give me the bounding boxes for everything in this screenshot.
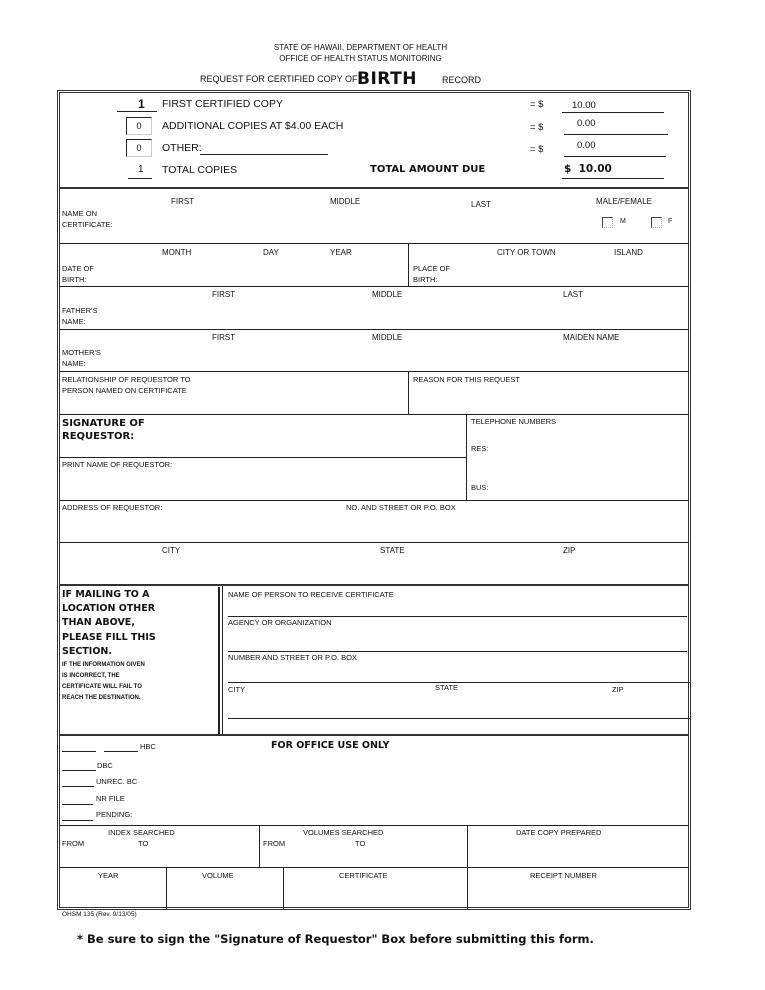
day-label: DAY	[263, 248, 279, 257]
male-label: M	[620, 218, 626, 225]
hbc-label: HBC	[140, 742, 156, 751]
relationship-label: RELATIONSHIP OF REQUESTOR TO	[62, 375, 191, 384]
first-copy-amount[interactable]: 10.00	[572, 100, 596, 111]
nr-file-label: NR FILE	[96, 794, 125, 803]
receiver-name-label: NAME OF PERSON TO RECEIVE CERTIFICATE	[228, 590, 394, 599]
mailing-note: IS INCORRECT, THE	[62, 673, 120, 679]
agency-label: AGENCY OR ORGANIZATION	[228, 618, 332, 627]
city-or-town-label: CITY OR TOWN	[497, 248, 556, 257]
year-label: YEAR	[330, 248, 352, 257]
signature-label-2: REQUESTOR:	[62, 431, 135, 442]
other-label: OTHER:	[162, 142, 202, 154]
mailing-street-label: NUMBER AND STREET OR P.O. BOX	[228, 653, 357, 662]
mailing-heading: IF MAILING TO A	[62, 589, 150, 600]
mailing-zip-label: ZIP	[612, 685, 624, 694]
pending-field[interactable]	[62, 820, 93, 821]
index-searched-label: INDEX SEARCHED	[108, 828, 175, 837]
volumes-from-label: FROM	[263, 839, 286, 848]
receiver-name-field[interactable]	[228, 616, 687, 617]
male-checkbox[interactable]	[602, 217, 613, 228]
island-label: ISLAND	[614, 248, 643, 257]
place-of-birth-label: PLACE OF	[413, 264, 451, 273]
additional-copies-label: ADDITIONAL COPIES AT $4.00 EACH	[162, 120, 344, 132]
first-copy-label: FIRST CERTIFIED COPY	[162, 98, 283, 110]
mailing-street-field[interactable]	[228, 682, 690, 683]
total-amount-value: $ 10.00	[564, 163, 612, 175]
pending-label: PENDING:	[96, 810, 133, 819]
last-name-label: LAST	[471, 200, 492, 209]
agency-field[interactable]	[228, 651, 687, 652]
office-name: OFFICE OF HEALTH STATUS MONITORING	[279, 54, 442, 63]
other-description-field[interactable]	[200, 154, 328, 155]
additional-copies-amount[interactable]: 0.00	[577, 118, 596, 129]
index-to-label: TO	[138, 839, 149, 848]
other-qty[interactable]: 0	[126, 139, 152, 157]
mailing-note: REACH THE DESTINATION.	[62, 695, 141, 701]
agency-name: STATE OF HAWAII, DEPARTMENT OF HEALTH	[273, 43, 448, 52]
mailing-city-state-zip-field[interactable]	[228, 718, 690, 719]
index-from-label: FROM	[62, 839, 85, 848]
zip-label: ZIP	[563, 546, 576, 555]
father-name-label: FATHER'S	[62, 306, 98, 315]
record-type: BIRTH	[357, 69, 417, 89]
nr-file-field[interactable]	[62, 804, 93, 805]
additional-copies-qty[interactable]: 0	[126, 117, 152, 135]
year-label: YEAR	[98, 871, 119, 880]
first-copy-qty[interactable]: 1	[138, 97, 145, 111]
signature-notice: * Be sure to sign the "Signature of Requestor" Box before submitting this form.	[77, 932, 594, 946]
city-label: CITY	[162, 546, 181, 555]
mother-name-label-2: NAME:	[62, 359, 86, 368]
mother-first-label: FIRST	[212, 333, 236, 342]
request-suffix: RECORD	[442, 75, 482, 85]
father-name-label-2: NAME:	[62, 317, 86, 326]
middle-name-label: MIDDLE	[330, 197, 361, 206]
mailing-note: IF THE INFORMATION GIVEN	[62, 662, 145, 668]
volumes-searched-label: VOLUMES SEARCHED	[303, 828, 384, 837]
first-name-label: FIRST	[171, 197, 195, 206]
telephone-label: TELEPHONE NUMBERS	[471, 417, 557, 426]
volume-label: VOLUME	[202, 871, 234, 880]
female-label: F	[668, 218, 673, 225]
signature-label: SIGNATURE OF	[62, 418, 145, 429]
total-copies-qty: 1	[138, 164, 144, 175]
hbc-field-1[interactable]	[62, 751, 96, 752]
unrec-bc-field[interactable]	[62, 786, 94, 787]
total-amount-label: TOTAL AMOUNT DUE	[370, 164, 486, 175]
father-middle-label: MIDDLE	[372, 290, 403, 299]
mailing-note: CERTIFICATE WILL FAIL TO	[62, 684, 142, 690]
dbc-field[interactable]	[62, 770, 96, 771]
print-name-label: PRINT NAME OF REQUESTOR:	[62, 460, 173, 469]
mailing-heading: PLEASE FILL THIS	[62, 632, 156, 643]
month-label: MONTH	[162, 248, 192, 257]
request-prefix: REQUEST FOR CERTIFIED COPY OF	[200, 74, 358, 84]
street-label: NO. AND STREET OR P.O. BOX	[346, 503, 456, 512]
mother-maiden-label: MAIDEN NAME	[563, 333, 620, 342]
unrec-bc-label: UNREC. BC	[96, 777, 138, 786]
volumes-to-label: TO	[355, 839, 366, 848]
state-label: STATE	[380, 546, 405, 555]
office-use-title: FOR OFFICE USE ONLY	[271, 740, 390, 751]
relationship-label-2: PERSON NAMED ON CERTIFICATE	[62, 386, 187, 395]
father-first-label: FIRST	[212, 290, 236, 299]
res-phone-label: RES:	[471, 444, 489, 453]
mailing-state-label: STATE	[435, 683, 459, 692]
date-of-birth-label: DATE OF	[62, 264, 94, 273]
mailing-heading: LOCATION OTHER	[62, 603, 156, 614]
place-of-birth-label-2: BIRTH:	[413, 275, 438, 284]
certificate-label: CERTIFICATE	[339, 871, 388, 880]
date-copy-prepared-label: DATE COPY PREPARED	[516, 828, 602, 837]
dbc-label: DBC	[97, 761, 113, 770]
reason-label: REASON FOR THIS REQUEST	[413, 375, 520, 384]
form-id: OHSM 135 (Rev. 9/13/05)	[62, 911, 137, 918]
name-label: NAME ON	[62, 209, 98, 218]
mother-name-label: MOTHER'S	[62, 348, 101, 357]
receipt-number-label: RECEIPT NUMBER	[530, 871, 597, 880]
sex-label: MALE/FEMALE	[596, 197, 653, 206]
bus-phone-label: BUS:	[471, 483, 489, 492]
equals-sign: = $	[530, 99, 544, 110]
hbc-field-2[interactable]	[104, 751, 138, 752]
equals-sign: = $	[530, 144, 544, 155]
mailing-city-label: CITY	[228, 685, 246, 694]
date-of-birth-label-2: BIRTH:	[62, 275, 87, 284]
female-checkbox[interactable]	[651, 217, 662, 228]
mailing-heading: SECTION.	[62, 646, 112, 657]
address-label: ADDRESS OF REQUESTOR:	[62, 503, 163, 512]
father-last-label: LAST	[563, 290, 584, 299]
mailing-heading: THAN ABOVE,	[62, 617, 135, 628]
equals-sign: = $	[530, 122, 544, 133]
total-copies-label: TOTAL COPIES	[162, 164, 238, 176]
mother-middle-label: MIDDLE	[372, 333, 403, 342]
name-label-2: CERTIFICATE:	[62, 220, 113, 229]
other-amount[interactable]: 0.00	[577, 140, 596, 151]
